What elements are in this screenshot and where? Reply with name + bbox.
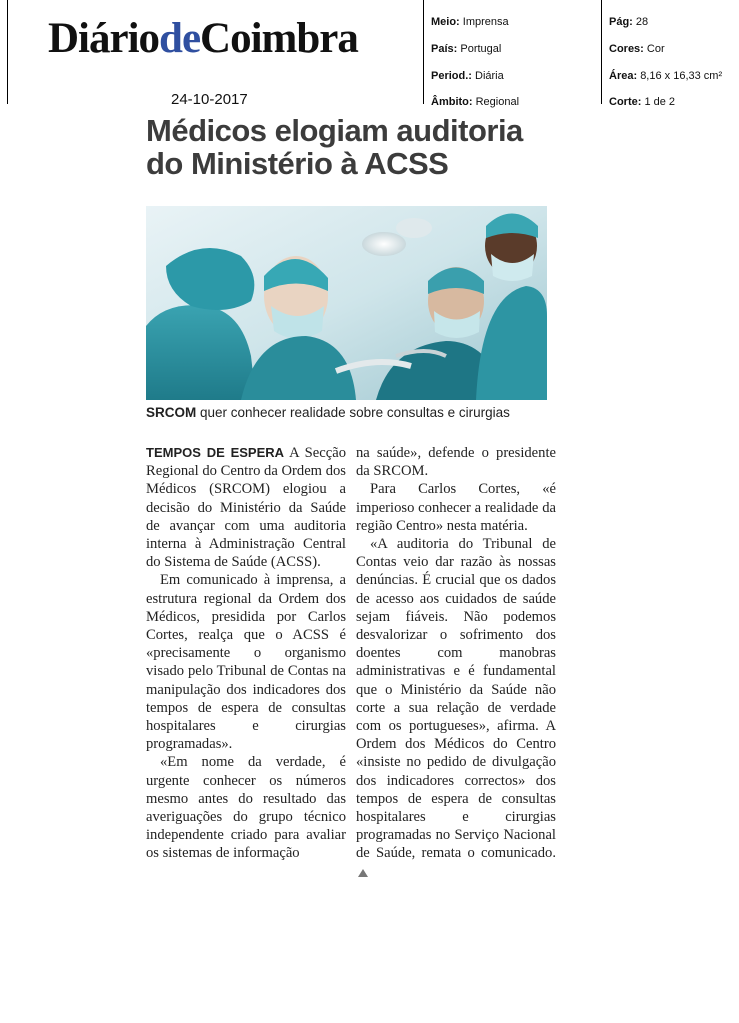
- article-column-1: [146, 444, 346, 863]
- logo-part-diario: Diário: [48, 15, 160, 62]
- meta-period: [431, 70, 504, 83]
- header-divider-mid: [423, 0, 424, 104]
- meta-area: [609, 70, 722, 83]
- logo-part-coimbra: Coimbra: [200, 15, 358, 62]
- surgeons-illustration: [146, 206, 547, 400]
- meta-value: Diária: [475, 70, 504, 82]
- article-headline: [146, 114, 566, 180]
- end-of-article-icon: [358, 869, 368, 877]
- publication-date: 24-10-2017: [171, 91, 248, 108]
- article-paragraph: Em comunicado à imprensa, a estrutura regional da Ordem dos Médicos, presidida por Carlos Cortes, realça que o ACSS é «precisamente o organismo visado pelo Tribunal de Contas na manipulação dos indicadores dos tempos de espera de consultas hospitalares e cirurgias programadas».: [146, 572, 346, 753]
- paragraph-text: «A auditoria do Tribunal de Contas veio dar razão às nossas denúncias. É crucial que os dados de acesso aos cuidados de saúde sejam fiáveis. Não podemos desvalorizar o sofrimento dos doentes com manobras administrativas e é fundamental que o Ministério da Saúde não corte a sua relação de verdade com os portugueses», afirma. A Ordem dos Médicos do Centro «insiste no pedido de divulgação dos indicadores correctos» dos tempos de espera de consultas hospitalares e cirurgias programadas no Serviço Nacional de Saúde, remata o comunicado.: [356, 536, 556, 862]
- meta-value: Portugal: [460, 43, 502, 55]
- header-divider-left: [7, 0, 8, 104]
- article-paragraph: na saúde», defende o presidente da SRCOM.: [356, 445, 556, 480]
- newspaper-logo: [48, 14, 358, 63]
- headline-line: Médicos elogiam auditoria: [146, 113, 523, 148]
- header-divider-right: [601, 0, 602, 104]
- meta-meio: [431, 16, 509, 29]
- meta-label: Cores:: [609, 43, 644, 55]
- meta-label: Meio:: [431, 16, 460, 28]
- article-paragraph: Para Carlos Cortes, «é imperioso conhecer a realidade da região Centro» nesta matéria.: [356, 481, 556, 534]
- meta-label: Área:: [609, 70, 638, 82]
- article-column-2: [356, 444, 556, 881]
- article-paragraph: [356, 535, 556, 881]
- meta-value: Regional: [475, 96, 520, 108]
- meta-pag: [609, 16, 648, 29]
- meta-value: 1 de 2: [644, 96, 676, 108]
- paragraph-text: A Secção Regional do Centro da Ordem dos Médicos (SRCOM) elogiou a decisão do Ministério da Saúde de avançar com uma auditoria interna à Administração Central do Sistema de Saúde (ACSS).: [146, 445, 346, 571]
- surgery-photo: [146, 206, 547, 400]
- meta-value: Imprensa: [462, 16, 509, 28]
- meta-label: Âmbito:: [431, 96, 473, 108]
- meta-label: País:: [431, 43, 458, 55]
- meta-value: 8,16 x 16,33 cm²: [640, 70, 723, 82]
- article-paragraph: [146, 444, 346, 571]
- caption-text: quer conhecer realidade sobre consultas e cirurgias: [196, 405, 510, 420]
- meta-label: Period.:: [431, 70, 472, 82]
- caption-credit: SRCOM: [146, 405, 197, 420]
- article-kicker: TEMPOS DE ESPERA: [146, 445, 285, 460]
- logo-part-de: de: [159, 15, 201, 62]
- headline-line: do Ministério à ACSS: [146, 146, 449, 181]
- article-paragraph: «Em nome da verdade, é urgente conhecer os números mesmo antes do resultado das averiguações do grupo técnico independente criado para avaliar os sistemas de informação: [146, 754, 346, 862]
- meta-label: Corte:: [609, 96, 642, 108]
- meta-cores: [609, 43, 665, 56]
- meta-label: Pág:: [609, 16, 633, 28]
- meta-corte: [609, 96, 675, 109]
- meta-value: Cor: [646, 43, 665, 55]
- meta-ambito: [431, 96, 519, 109]
- meta-value: 28: [635, 16, 649, 28]
- photo-caption: [146, 405, 510, 420]
- meta-pais: [431, 43, 501, 56]
